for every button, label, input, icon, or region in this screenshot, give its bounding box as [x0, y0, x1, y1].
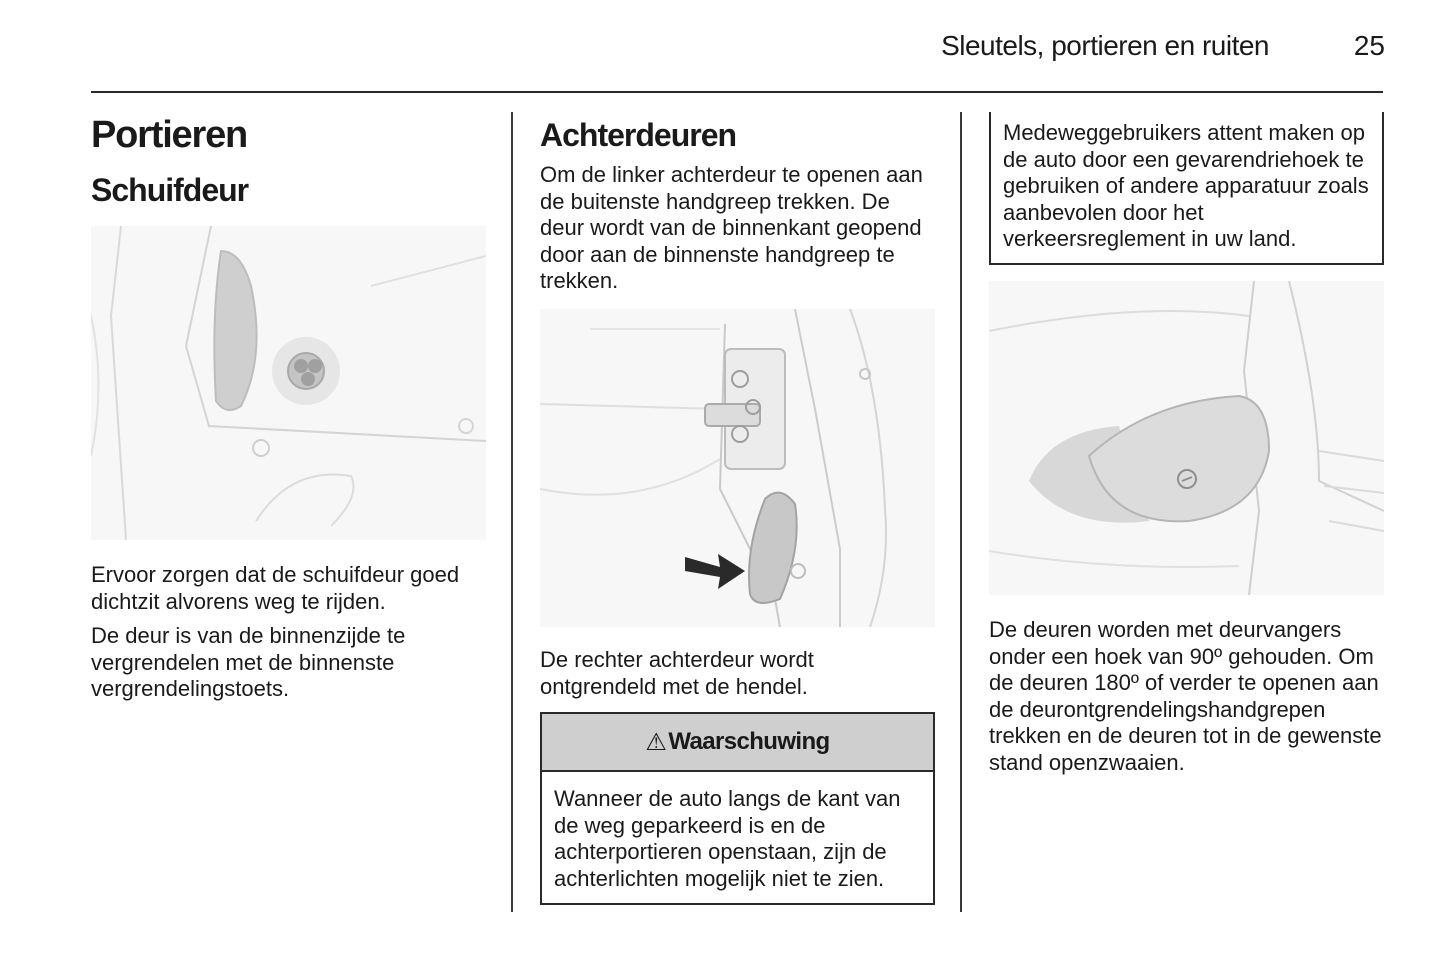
paragraph-right-door-lever: De rechter achterdeur wordt ontgrendeld met de hendel.: [540, 646, 814, 699]
section-heading-portieren: Portieren: [91, 114, 248, 156]
column-continuation: [989, 112, 1384, 777]
column-divider-1: [511, 112, 513, 912]
warning-triangle-icon: ⚠: [645, 728, 667, 756]
warning-continuation-text: Medeweggebruikers attent maken op de auto door een gevarendriehoek te gebruiken of andere apparatuur zoals aanbevolen door het verkeersreglement in uw land.: [1003, 120, 1369, 252]
door-stopper-illustration: [989, 281, 1384, 595]
paragraph-open-left-door: Om de linker achterdeur te openen aan de buitenste handgreep trekken. De deur wordt van de binnenkant geopend door aan de binnenste handgreep te trekken.: [540, 162, 923, 294]
sliding-door-lock-illustration: [91, 226, 486, 540]
warning-box: [540, 712, 935, 904]
warning-header: [542, 714, 933, 772]
rear-door-handle-illustration: [540, 309, 935, 627]
warning-continuation-box: [989, 112, 1384, 265]
column-divider-2: [960, 112, 962, 912]
paragraph-check-closed: Ervoor zorgen dat de schuifdeur goed dichtzit alvorens weg te rijden.: [91, 562, 460, 614]
header-rule: [91, 91, 1383, 93]
page-number: 25: [1353, 30, 1385, 61]
section-heading-achterdeuren: Achterdeuren: [540, 117, 737, 153]
warning-title: Waarschuwing: [668, 728, 830, 756]
paragraph-door-stops: De deuren worden met deurvangers onder een hoek van 90º gehouden. Om de deuren 180º of verder te openen aan de deurontgrendelingshandgrepen trekken en de deuren tot in de gewenste stand openzwaaien.: [989, 616, 1382, 775]
warning-body: [542, 772, 933, 902]
subheading-schuifdeur: Schuifdeur: [91, 172, 249, 208]
paragraph-lock-inside: De deur is van de binnenzijde te vergrendelen met de binnenste vergrendelingstoets.: [91, 623, 406, 702]
running-header-title: Sleutels, portieren en ruiten: [941, 30, 1269, 61]
column-portieren: [91, 112, 491, 703]
column-achterdeuren: [540, 112, 935, 905]
warning-text: Wanneer de auto langs de kant van de weg geparkeerd is en de achterportieren openstaan, zijn de achterlichten mogelijk niet te zien.: [554, 786, 901, 891]
